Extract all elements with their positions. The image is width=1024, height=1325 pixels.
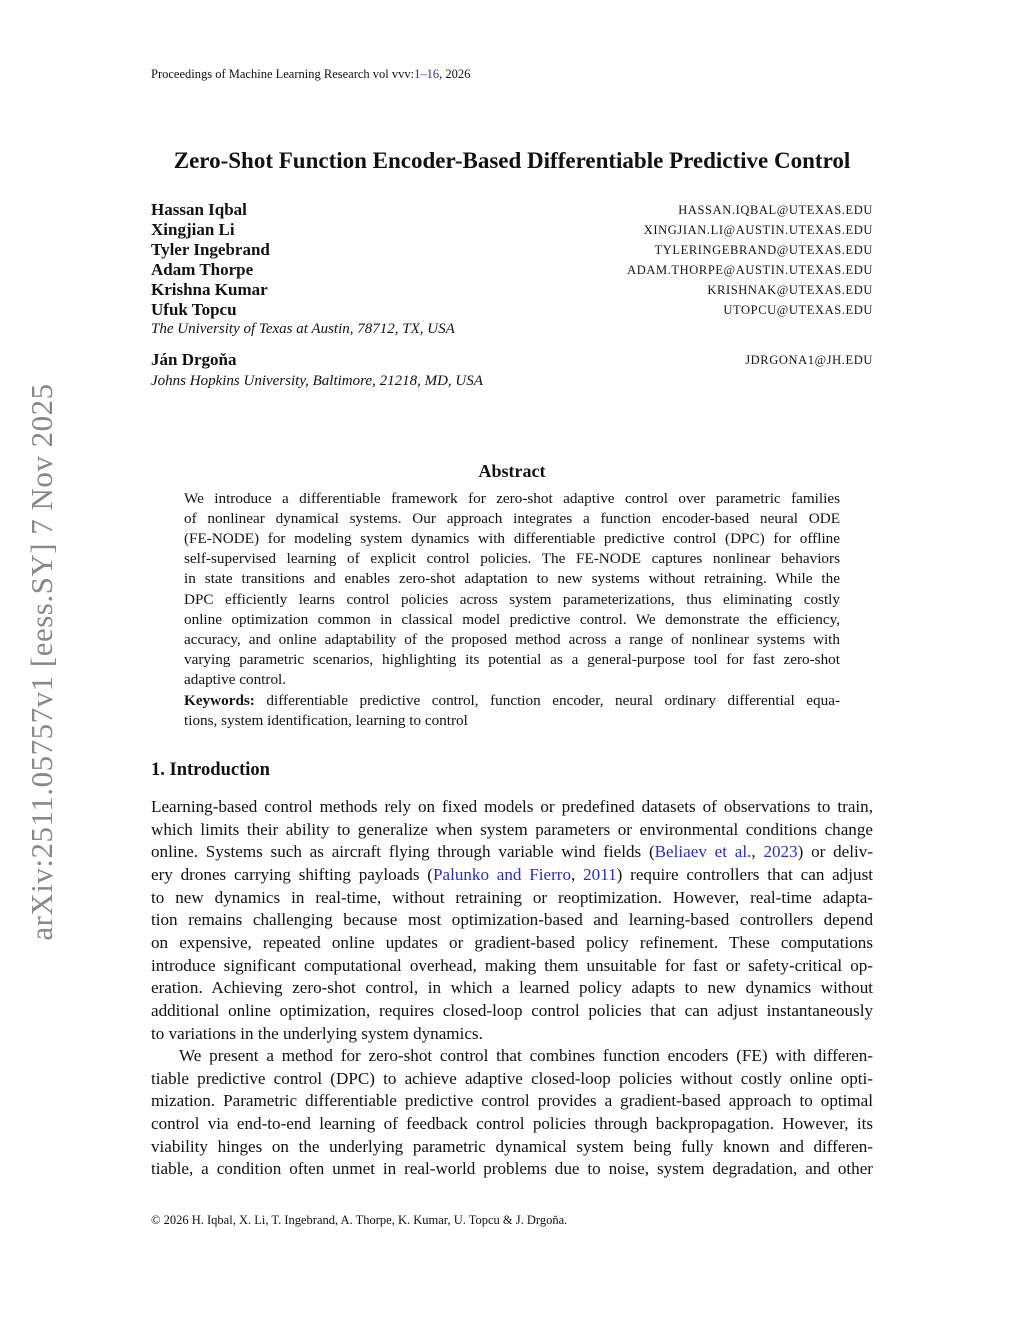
copyright-footer: © 2026 H. Iqbal, X. Li, T. Ingebrand, A. Thorpe, K. Kumar, U. Topcu & J. Drgoňa. (151, 1213, 568, 1227)
keywords-line: tions, system identification, learning to control (184, 712, 468, 729)
body-line (151, 1137, 873, 1157)
text-segment: which limits their ability to generalize when system parameters or environmental conditions change (151, 819, 873, 839)
text-segment: to new dynamics in real-time, without retraining or reoptimization. However, real-time adapta- (151, 887, 873, 907)
body-line (151, 888, 873, 908)
body-line (151, 797, 873, 817)
keywords-line (184, 692, 840, 710)
abstract-line: We introduce a differentiable framework for zero-shot adaptive control over parametric families (184, 490, 840, 507)
abstract-line: DPC efficiently learns control policies across system parameterizations, thus eliminating costly (184, 590, 840, 608)
affiliation: Johns Hopkins University, Baltimore, 21218, MD, USA (151, 373, 483, 389)
citation-link[interactable]: 2023 (763, 842, 798, 862)
citation-link[interactable]: 2011 (583, 864, 617, 884)
text-segment: eration. Achieving zero-shot control, in which a learned policy adapts to new dynamics without (151, 978, 873, 998)
text-segment: Learning-based control methods rely on fixed models or predefined datasets of observations to train, (151, 797, 873, 816)
body-line (151, 1069, 873, 1089)
author-name: Ufuk Topcu (151, 300, 237, 319)
body-line (151, 1091, 873, 1111)
body-line (151, 842, 873, 862)
author-email[interactable]: TYLERINGEBRAND@UTEXAS.EDU (654, 243, 873, 257)
header-year: , 2026 (439, 67, 471, 81)
text-segment: introduce significant computational overhead, making them unsuitable for fast or safety-critical op- (151, 955, 873, 975)
body-line (151, 820, 873, 840)
author-name: Ján Drgoňa (151, 350, 237, 369)
header-text: Proceedings of Machine Learning Research vol vvv: (151, 67, 415, 81)
affiliation: The University of Texas at Austin, 78712, TX, USA (151, 321, 455, 337)
author-email[interactable]: JDRGONA1@JH.EDU (745, 353, 873, 367)
abstract-line: accuracy, and online adaptability of the proposed method across a range of nonlinear systems with (184, 630, 840, 648)
text-segment: additional online optimization, requires closed-loop control policies that can adjust instantaneously (151, 1000, 873, 1020)
keywords-label: Keywords: (184, 692, 255, 709)
abstract-heading: Abstract (478, 461, 546, 481)
text-segment: viability hinges on the underlying parametric dynamical system being fully known and differen- (151, 1136, 873, 1156)
text-segment: We present a method for zero-shot control that combines function encoders (FE) with differen- (179, 1046, 873, 1066)
body-line (151, 1001, 873, 1021)
paper-title: Zero-Shot Function Encoder-Based Differentiable Predictive Control (173, 148, 851, 173)
text-segment: tiable, a condition often unmet in real-world problems due to noise, system degradation, and other (151, 1159, 873, 1179)
body-line (179, 1046, 873, 1066)
body-line (151, 978, 873, 998)
citation-link[interactable]: Beliaev et al. (654, 842, 752, 862)
author-email[interactable]: ADAM.THORPE@AUSTIN.UTEXAS.EDU (627, 263, 873, 277)
author-name: Xingjian Li (151, 220, 235, 239)
abstract-line: of nonlinear dynamical systems. Our approach integrates a function encoder-based neural ODE (184, 510, 840, 528)
text-segment: , (751, 842, 764, 862)
page-range-link[interactable]: 1–16 (414, 67, 440, 81)
abstract-line: adaptive control. (184, 670, 287, 688)
body-line (151, 956, 873, 976)
text-segment: to variations in the underlying system dynamics. (151, 1023, 483, 1043)
text-segment: on expensive, repeated online updates or gradient-based policy refinement. These computations (151, 932, 873, 952)
author-name: Tyler Ingebrand (151, 240, 270, 259)
body-line (151, 910, 873, 930)
text-segment: tion remains challenging because most optimization-based and learning-based controllers depend (151, 910, 873, 930)
abstract-line: varying parametric scenarios, highlighting its potential as a general-purpose tool for fast zero-shot (184, 650, 840, 668)
text-segment: ery drones carrying shifting payloads ( (151, 864, 433, 884)
body-line (151, 865, 873, 885)
author-name: Hassan Iqbal (151, 200, 247, 219)
author-email[interactable]: HASSAN.IQBAL@UTEXAS.EDU (678, 203, 873, 217)
text-segment: , (571, 864, 584, 884)
citation-link[interactable]: Palunko and Fierro (432, 864, 572, 884)
body-line (151, 1024, 873, 1044)
body-line (151, 1114, 873, 1134)
text-segment: ) or deliv- (797, 842, 874, 862)
arxiv-stamp[interactable]: arXiv:2511.05757v1 [eess.SY] 7 Nov 2025 (24, 383, 59, 941)
running-header (151, 67, 470, 82)
author-email[interactable]: UTOPCU@UTEXAS.EDU (723, 303, 873, 317)
abstract-line: (FE-NODE) for modeling system dynamics with differentiable predictive control (DPC) for offline (184, 530, 840, 548)
abstract-line: online optimization common in classical model predictive control. We demonstrate the efficiency, (184, 610, 840, 628)
author-name: Krishna Kumar (151, 280, 268, 299)
body-line (151, 933, 873, 953)
text-segment: tiable predictive control (DPC) to achieve adaptive closed-loop policies without costly online opti- (151, 1068, 873, 1088)
keywords-text: differentiable predictive control, function encoder, neural ordinary differential equa- (254, 692, 840, 709)
text-segment: mization. Parametric differentiable predictive control provides a gradient-based approach to optimal (151, 1091, 873, 1111)
abstract-line: self-supervised learning of explicit control policies. The FE-NODE captures nonlinear behaviors (184, 550, 840, 568)
author-name: Adam Thorpe (151, 260, 254, 279)
text-segment: online. Systems such as aircraft flying through variable wind fields ( (151, 842, 655, 862)
abstract-line: in state transitions and enables zero-shot adaptation to new systems without retraining. While the (184, 570, 840, 588)
author-email[interactable]: KRISHNAK@UTEXAS.EDU (707, 283, 873, 297)
author-email[interactable]: XINGJIAN.LI@AUSTIN.UTEXAS.EDU (643, 223, 873, 237)
body-line (151, 1159, 873, 1179)
text-segment: control via end-to-end learning of feedback control policies through backpropagation. However, its (151, 1114, 873, 1134)
section-heading-introduction: 1. Introduction (151, 760, 270, 780)
text-segment: ) require controllers that can adjust (616, 864, 873, 884)
